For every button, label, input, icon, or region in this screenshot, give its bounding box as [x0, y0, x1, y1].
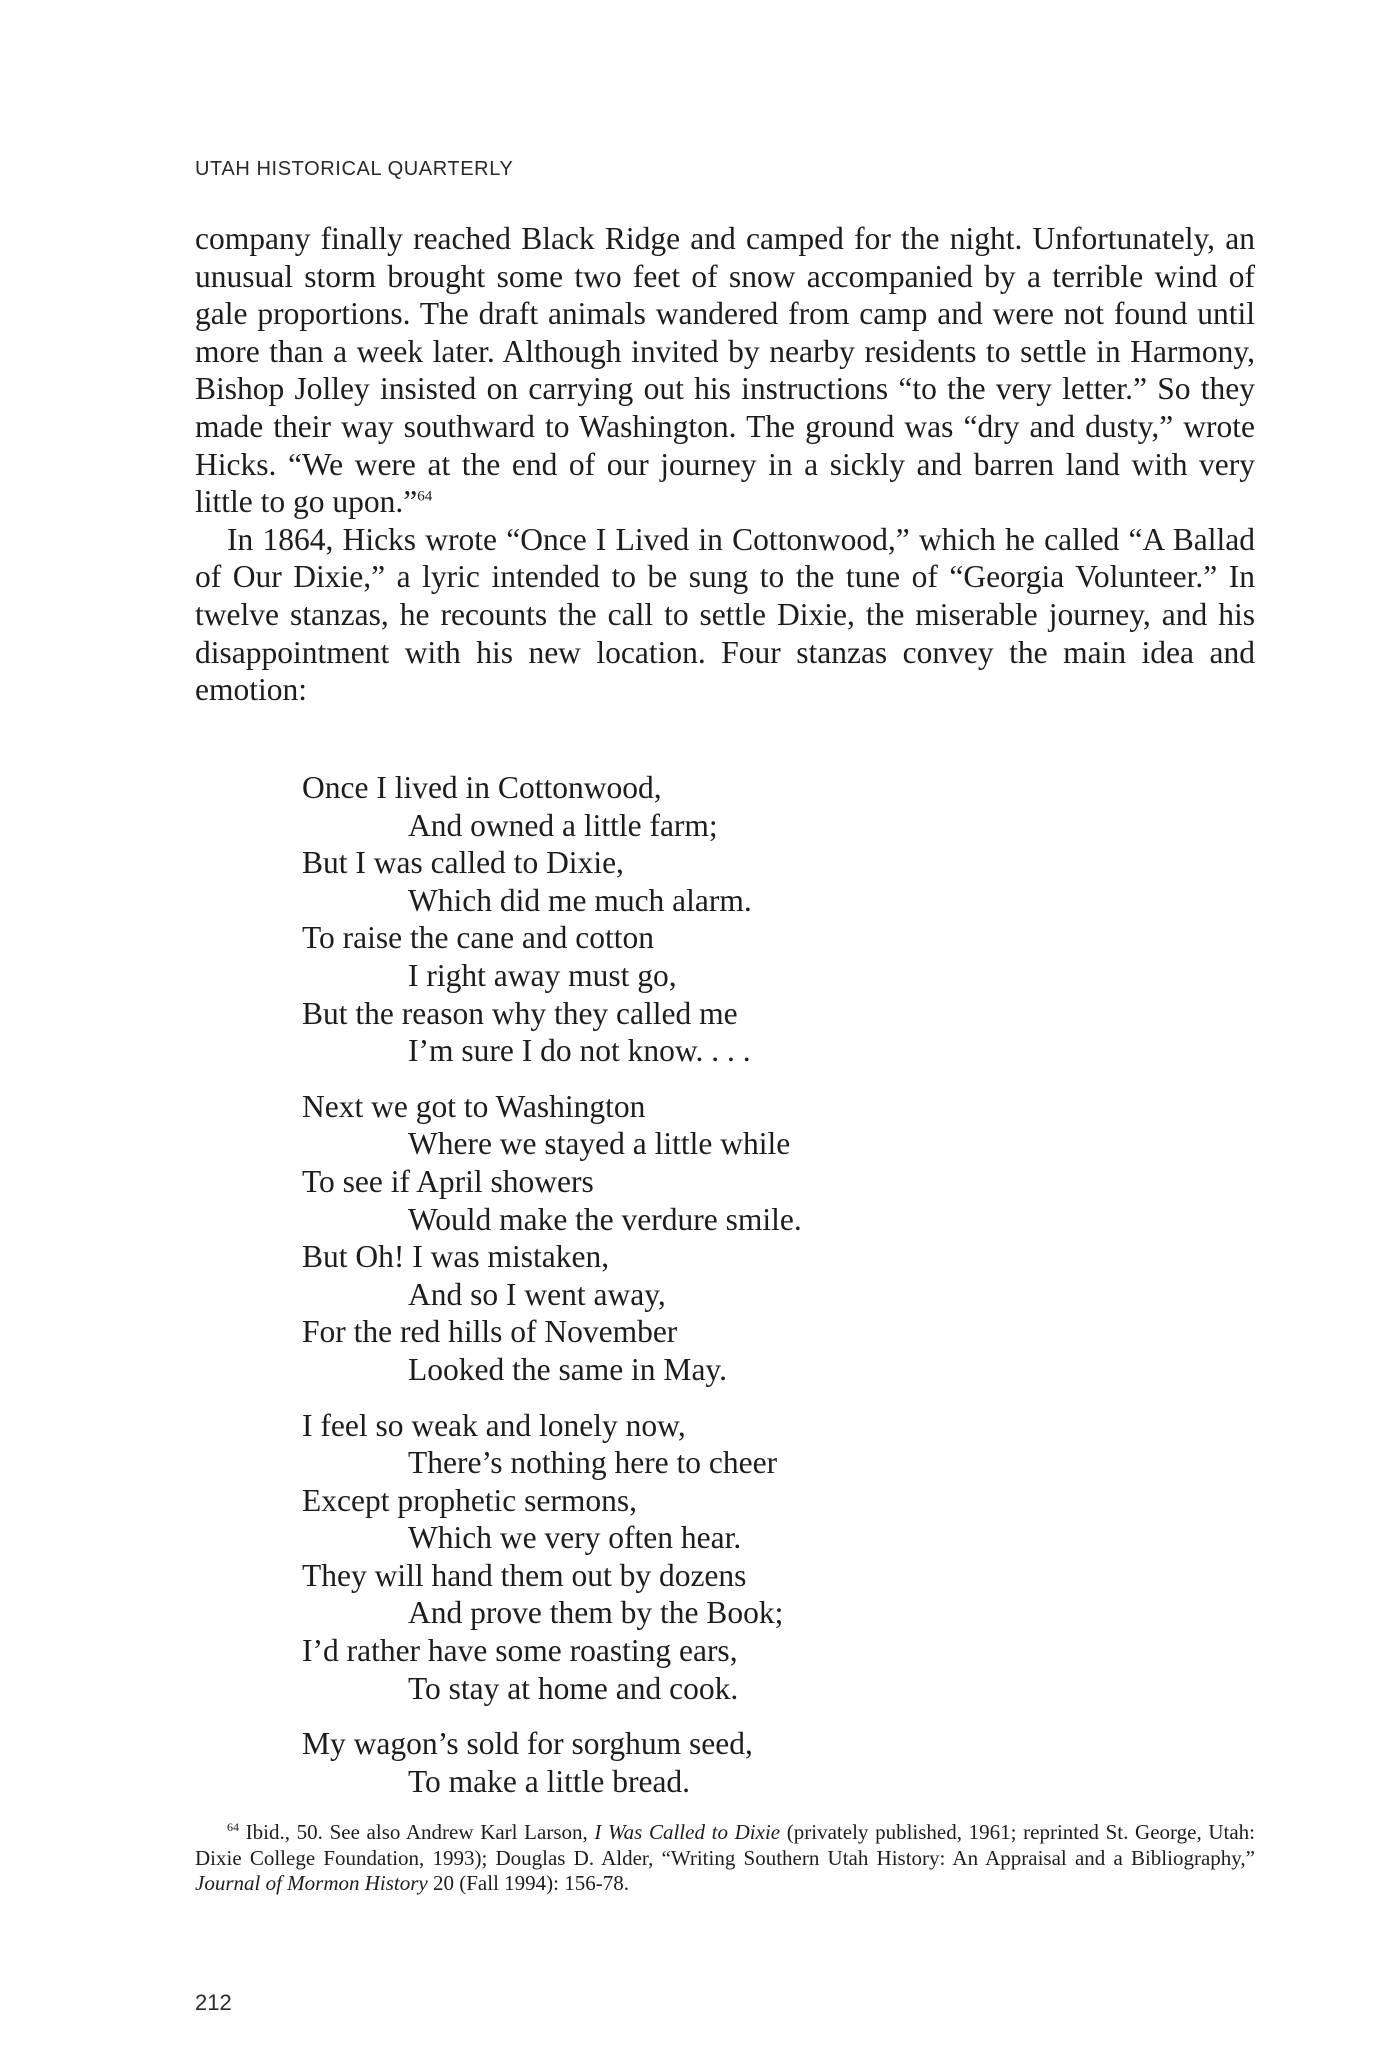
verse-line: To see if April showers — [302, 1163, 594, 1199]
footnote-64 — [195, 1820, 1255, 1897]
footnote-text — [195, 1820, 1255, 1897]
paragraph-2: In 1864, Hicks wrote “Once I Lived in Cottonwood,” which he called “A Ballad of Our Dixie,” a lyric intended to be sung to the tune of “Georgia Volunteer.” In twelve stanzas, he recounts the call to settle Dixie, the miserable journey, and his disappointment with his new location. Four stanzas convey the main idea and emotion: — [195, 521, 1255, 708]
verse-line: To make a little bread. — [408, 1763, 691, 1799]
stanza-1 — [302, 769, 802, 1070]
footnote-part-2: (privately published, 1961; reprinted St. George, Utah: Dixie College Foundation, 1993); Douglas D. Alder, “Writing Southern Utah History: An Appraisal and a Bibliography,” — [195, 1820, 1256, 1870]
verse-line: I right away must go, — [408, 957, 677, 993]
footnote-number: 64 — [227, 1820, 239, 1834]
verse-line: But Oh! I was mistaken, — [302, 1239, 610, 1275]
running-head: UTAH HISTORICAL QUARTERLY — [195, 158, 514, 180]
verse-line: There’s nothing here to cheer — [408, 1445, 778, 1481]
verse-line: My wagon’s sold for sorghum seed, — [302, 1726, 753, 1762]
verse-line: And owned a little farm; — [408, 807, 718, 843]
verse-line: Looked the same in May. — [408, 1351, 727, 1387]
verse-line: But the reason why they called me — [302, 995, 738, 1031]
ballad-excerpt — [302, 769, 802, 1818]
verse-line: Would make the verdure smile. — [408, 1201, 802, 1237]
stanza-2 — [302, 1088, 802, 1389]
footnote-journal-title: Journal of Mormon History — [195, 1871, 428, 1895]
footnote-part-1: Ibid., 50. See also Andrew Karl Larson, — [245, 1820, 595, 1844]
footnote-reference[interactable]: 64 — [417, 488, 433, 505]
page-number: 212 — [195, 1990, 232, 2015]
verse-line: But I was called to Dixie, — [302, 845, 624, 881]
verse-line: To stay at home and cook. — [408, 1670, 739, 1706]
verse-line: I’d rather have some roasting ears, — [302, 1633, 738, 1669]
paragraph-1-text: company finally reached Black Ridge and camped for the night. Unfortunately, an unusual storm brought some two feet of snow accompanied by a terrible wind of gale proportions. The draft animals wandered from camp and were not found until more than a week later. Although invited by nearby residents to settle in Harmony, Bishop Jolley insisted on carrying out his instructions “to the very letter.” So they made their way southward to Washington. The ground was “dry and dusty,” wrote Hicks. “We were at the end of our journey in a sickly and barren land with very little to go upon.” — [195, 221, 1255, 520]
footnote-book-title: I Was Called to Dixie — [594, 1820, 781, 1844]
verse-line: Once I lived in Cottonwood, — [302, 770, 662, 805]
verse-line: Which did me much alarm. — [408, 882, 752, 918]
verse-line: And prove them by the Book; — [408, 1595, 784, 1631]
verse-line: For the red hills of November — [302, 1314, 678, 1350]
verse-line: Except prophetic sermons, — [302, 1482, 638, 1518]
verse-line: I’m sure I do not know. . . . — [408, 1033, 751, 1069]
stanza-3 — [302, 1407, 802, 1708]
stanza-4 — [302, 1725, 802, 1800]
verse-line: Where we stayed a little while — [408, 1126, 791, 1162]
verse-line: Which we very often hear. — [408, 1520, 742, 1556]
verse-line: They will hand them out by dozens — [302, 1557, 747, 1593]
verse-line: To raise the cane and cotton — [302, 920, 655, 956]
verse-line: And so I went away, — [408, 1276, 666, 1312]
verse-line: Next we got to Washington — [302, 1088, 646, 1124]
footnote-part-3: 20 (Fall 1994): 156-78. — [427, 1871, 629, 1895]
body-text — [195, 220, 1255, 709]
paragraph-1 — [195, 220, 1255, 521]
verse-line: I feel so weak and lonely now, — [302, 1407, 686, 1443]
